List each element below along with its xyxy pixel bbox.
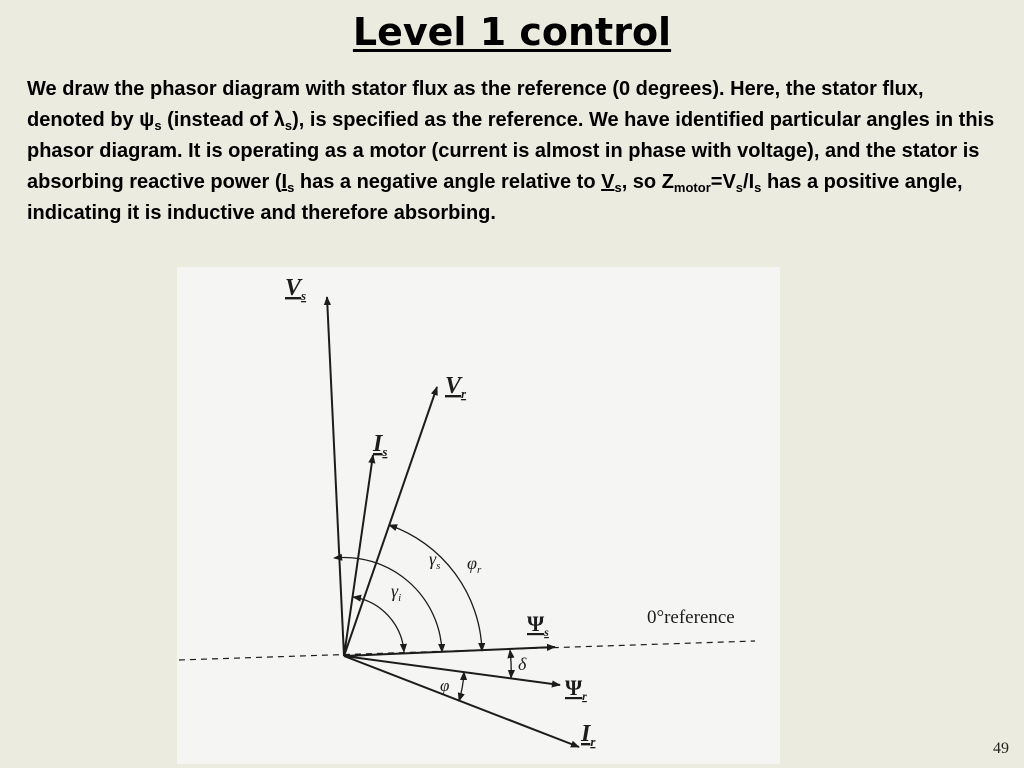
psi-r-phasor bbox=[344, 656, 560, 685]
delta-label: δ bbox=[518, 654, 527, 674]
vs-phasor bbox=[327, 297, 344, 656]
is-label: $I_s$ bbox=[373, 431, 388, 459]
vs-label: $V_s$ bbox=[285, 275, 307, 303]
body-paragraph bbox=[27, 74, 1002, 229]
text-segment: We draw the phasor diagram with stator flux as the reference (0 degrees). Here, the stator flux, denoted by bbox=[27, 78, 924, 131]
reference-label: 0°reference bbox=[647, 607, 735, 628]
psi-r-label: $\Psi_r$ bbox=[565, 675, 587, 703]
text-segment: /I bbox=[743, 171, 755, 193]
psi-symbol: ψ bbox=[139, 109, 155, 131]
psi-subscript: s bbox=[154, 118, 162, 133]
page-number: 49 bbox=[993, 740, 1009, 757]
vr-phasor bbox=[344, 387, 437, 656]
phi-r-arc bbox=[389, 525, 482, 651]
is-phasor bbox=[344, 455, 373, 656]
ir-phasor bbox=[344, 656, 579, 747]
text-segment: has a negative angle relative to bbox=[294, 171, 602, 193]
v-subscript: s bbox=[735, 180, 744, 195]
i-subscript: s bbox=[754, 180, 762, 195]
phi-label: φ bbox=[440, 676, 450, 695]
gamma-s-label: $\gamma_s$ bbox=[429, 549, 441, 572]
text-segment: ), is specified as the reference. We have identified particular angles in this phasor diagram. It is operating as a motor (current is almost in phase with voltage), and the stator is absorbing reactive power ( bbox=[27, 109, 995, 193]
lambda-symbol: λ bbox=[273, 109, 285, 131]
phasor-diagram-figure bbox=[177, 267, 780, 764]
voltage-symbol: V bbox=[601, 171, 615, 193]
text-segment: =V bbox=[710, 171, 736, 193]
text-segment: , so Z bbox=[621, 171, 674, 193]
phi-arc bbox=[459, 672, 464, 701]
current-subscript: s bbox=[287, 180, 295, 195]
gamma-i-label: $\gamma_i$ bbox=[391, 581, 402, 604]
delta-arc bbox=[510, 650, 511, 678]
text-segment: (instead of bbox=[161, 109, 274, 131]
lambda-subscript: s bbox=[284, 118, 293, 133]
current-symbol: I bbox=[281, 171, 288, 193]
slide-title: Level 1 control bbox=[352, 10, 672, 54]
vr-label: $V_r$ bbox=[445, 373, 467, 401]
psi-s-label: $\Psi_s$ bbox=[527, 611, 549, 639]
text-segment: has a positive angle, indicating it is inductive and therefore absorbing. bbox=[27, 171, 963, 224]
phi-r-label: $\varphi_r$ bbox=[467, 553, 482, 576]
voltage-subscript: s bbox=[614, 180, 622, 195]
phasor-diagram bbox=[177, 267, 780, 764]
z-subscript: motor bbox=[673, 180, 711, 195]
ir-label: $I_r$ bbox=[581, 721, 596, 749]
